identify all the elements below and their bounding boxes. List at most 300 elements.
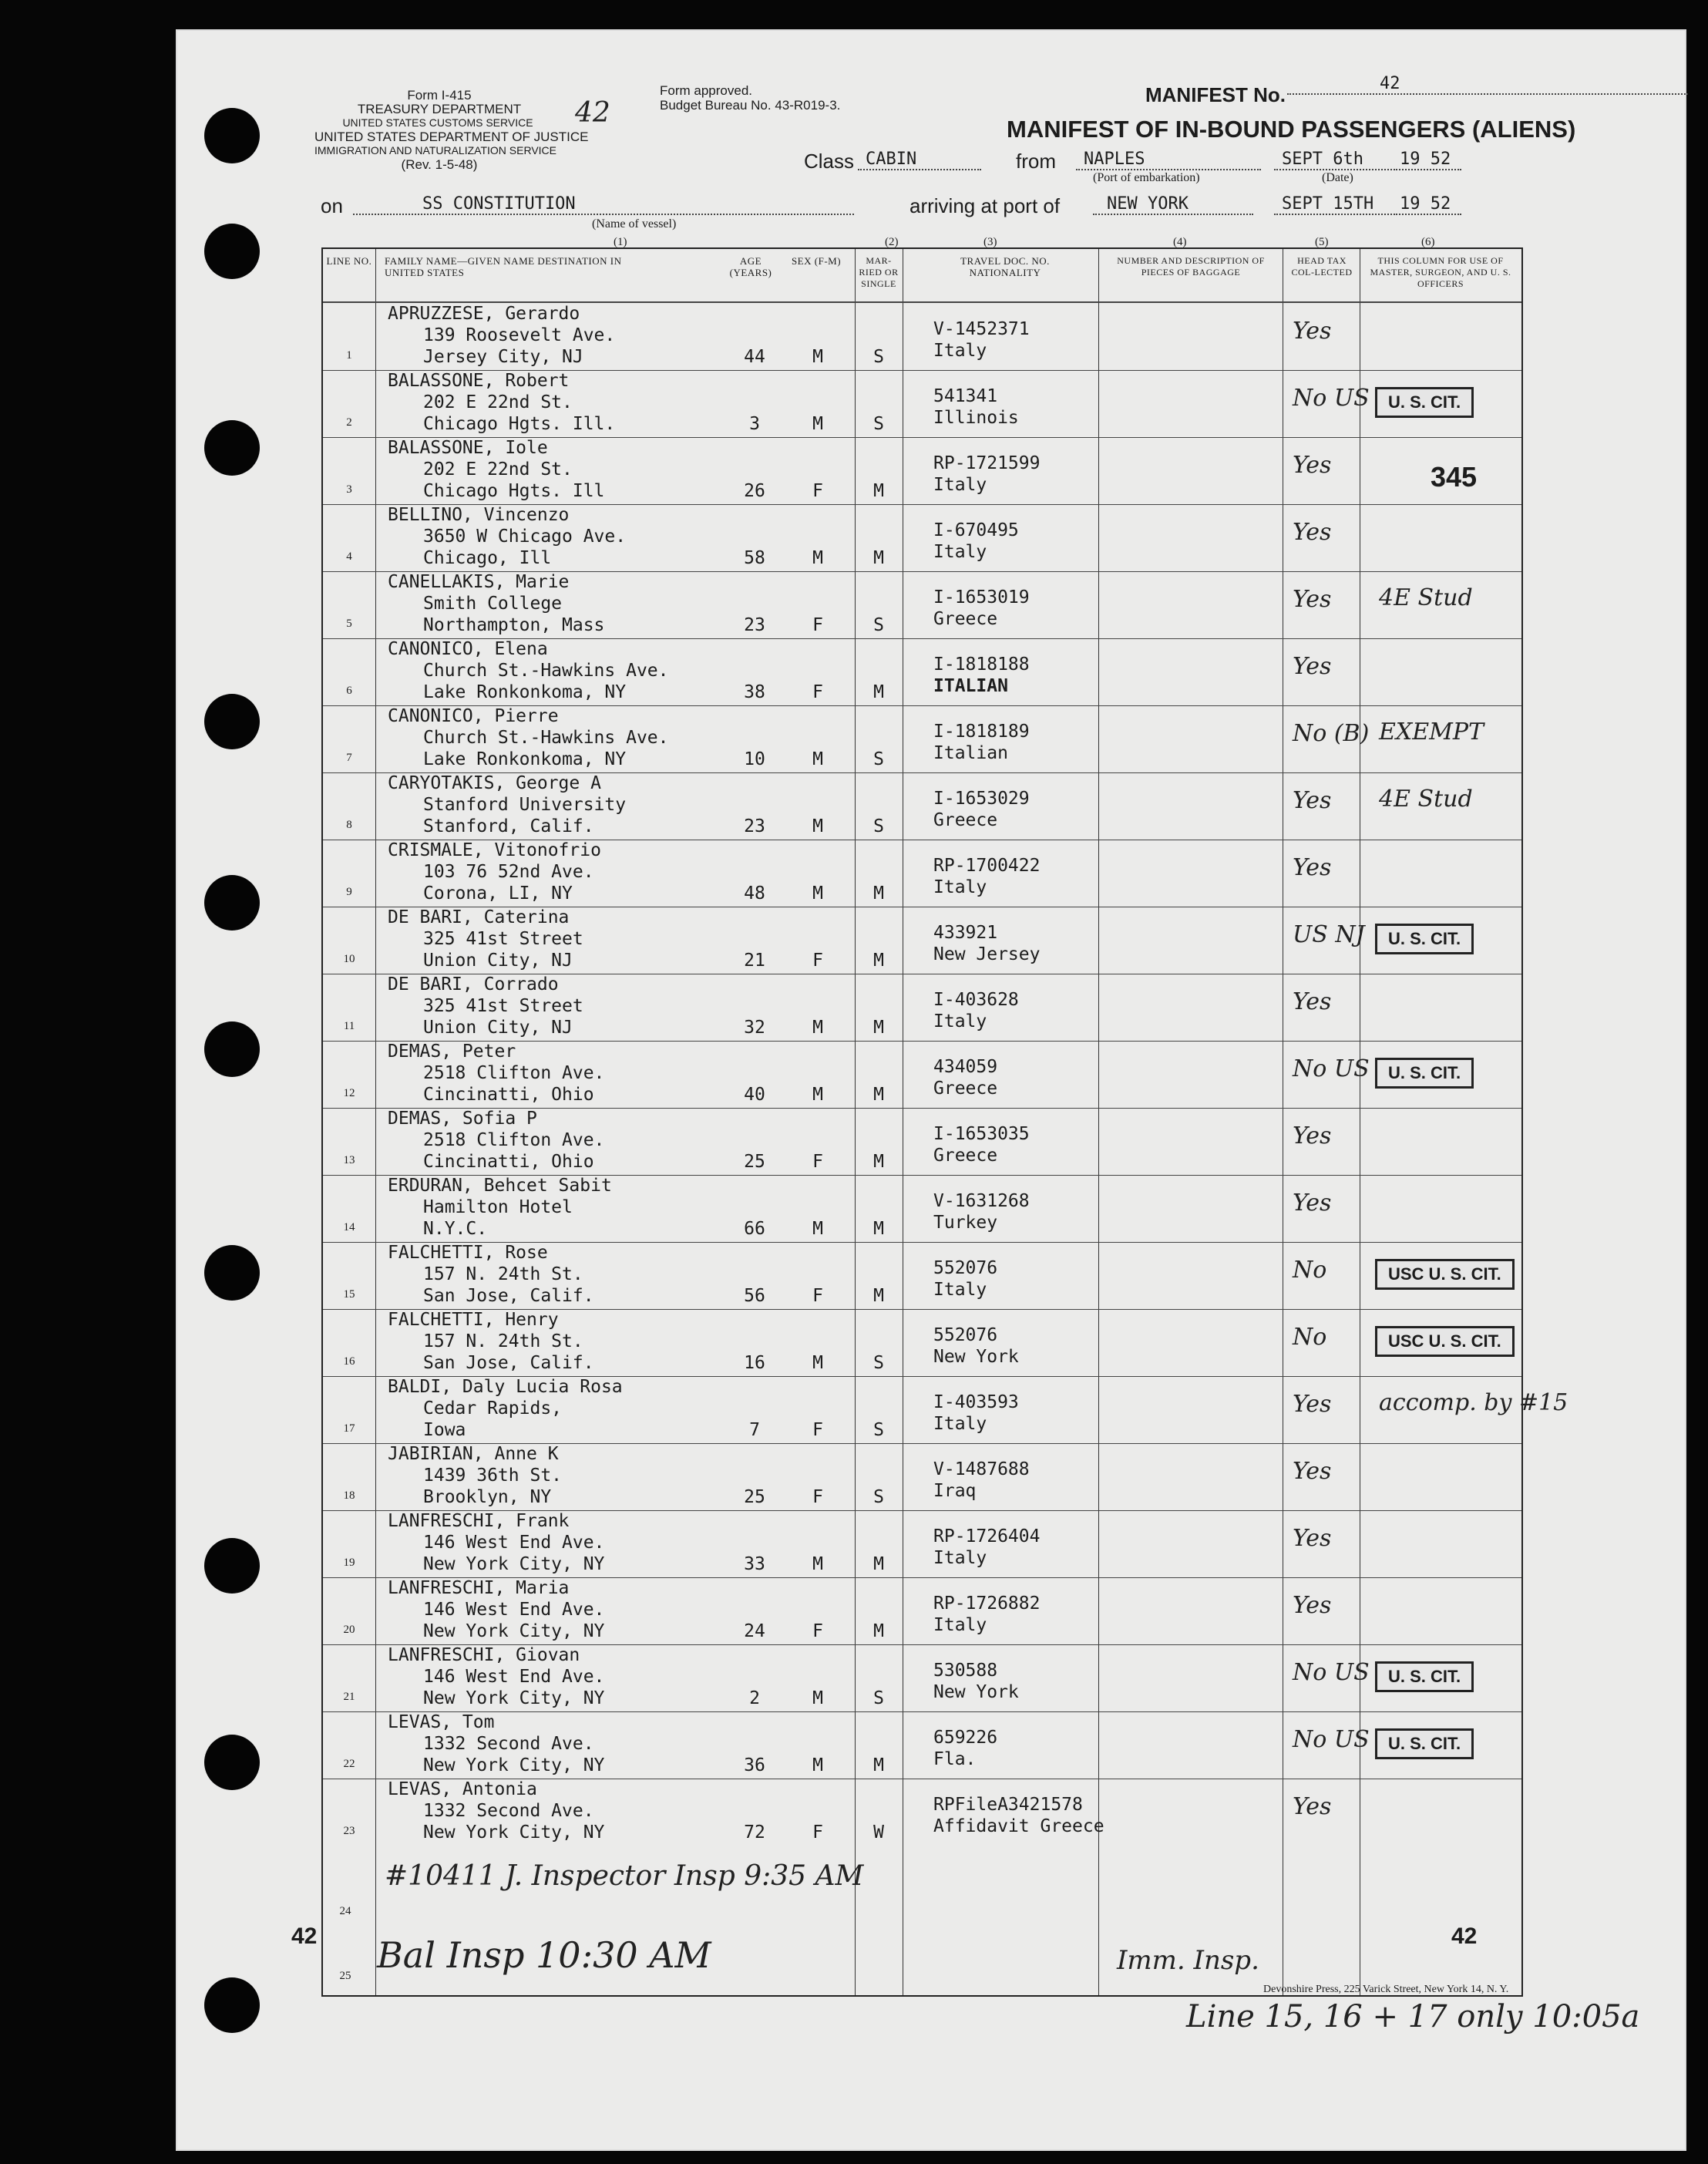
binder-hole (204, 1977, 260, 2033)
header-sex: SEX (F-M) (791, 255, 842, 267)
travel-doc-number: 552076 (933, 1258, 998, 1278)
table-row (323, 571, 1521, 638)
sex: M (812, 1554, 823, 1574)
address-line-1: 1439 36th St. (423, 1466, 563, 1486)
dept-customs: UNITED STATES CUSTOMS SERVICE (342, 116, 533, 129)
marital-status: W (873, 1822, 884, 1843)
head-tax-mark: Yes (1293, 452, 1332, 479)
binder-hole (204, 875, 260, 931)
address-line-1: Church St.-Hawkins Ave. (423, 661, 669, 681)
head-tax-mark: Yes (1293, 1793, 1332, 1820)
line-number: 22 (343, 1758, 355, 1770)
line-number: 6 (346, 685, 352, 697)
age: 33 (744, 1554, 765, 1574)
us-citizen-stamp: U. S. CIT. (1375, 1058, 1474, 1089)
age: 24 (744, 1621, 765, 1641)
address-line-2: San Jose, Calif. (423, 1353, 594, 1373)
page-number-left: 42 (291, 1923, 318, 1949)
passenger-table (321, 247, 1640, 2034)
table-row (323, 437, 1521, 504)
table-row (323, 1175, 1521, 1242)
nationality: Fla. (933, 1749, 977, 1769)
line-number: 17 (343, 1422, 355, 1435)
marital-status: M (873, 951, 884, 971)
head-tax-mark: No (1293, 1324, 1327, 1351)
passenger-name: DEMAS, Peter (388, 1042, 516, 1062)
address-line-1: Church St.-Hawkins Ave. (423, 728, 669, 748)
header-head-tax: HEAD TAX COL-LECTED (1291, 255, 1353, 278)
passenger-name: CANELLAKIS, Marie (388, 572, 570, 592)
line-number: 20 (343, 1624, 355, 1636)
binder-hole (204, 108, 260, 163)
sex: M (812, 414, 823, 434)
address-line-2: Cincinatti, Ohio (423, 1085, 594, 1105)
line-number: 21 (343, 1691, 355, 1703)
officer-note: accomp. by #15 (1379, 1389, 1568, 1416)
address-line-1: 202 E 22nd St. (423, 392, 573, 412)
line-number: 2 (346, 416, 352, 429)
line-number: 11 (343, 1020, 355, 1032)
age: 40 (744, 1085, 765, 1105)
travel-doc-number: V-1631268 (933, 1191, 1030, 1211)
marital-status: S (873, 615, 884, 635)
table-row (323, 303, 1521, 370)
address-line-1: Smith College (423, 594, 563, 614)
marital-status: S (873, 347, 884, 367)
arriving-label: arriving at port of (909, 194, 1061, 217)
travel-doc-number: I-1653029 (933, 789, 1030, 809)
travel-doc-number: 434059 (933, 1057, 998, 1077)
from-label: from (1016, 150, 1056, 173)
colnum-5: (5) (1315, 236, 1329, 248)
sex: M (812, 1018, 823, 1038)
colnum-2: (2) (885, 236, 899, 248)
age: 48 (744, 883, 765, 904)
table-row (323, 974, 1521, 1041)
handwriting-line24: #10411 J. Inspector Insp 9:35 AM (385, 1860, 864, 1892)
sex: F (812, 1621, 823, 1641)
address-line-2: Northampton, Mass (423, 615, 605, 635)
table-row (323, 840, 1521, 907)
nationality: Italy (933, 1548, 987, 1568)
address-line-1: 325 41st Street (423, 929, 583, 949)
us-citizen-stamp: USC U. S. CIT. (1375, 1259, 1515, 1290)
address-line-1: 157 N. 24th St. (423, 1264, 583, 1284)
address-line-2: Lake Ronkonkoma, NY (423, 749, 627, 769)
binder-hole (204, 1735, 260, 1790)
sex: F (812, 1487, 823, 1507)
us-citizen-stamp: U. S. CIT. (1375, 924, 1474, 954)
nationality: Italian (933, 743, 1008, 763)
nationality: New York (933, 1682, 1019, 1702)
line-number: 7 (346, 752, 352, 764)
sex: M (812, 1755, 823, 1775)
address-line-2: New York City, NY (423, 1554, 605, 1574)
marital-status: S (873, 1487, 884, 1507)
address-line-2: Union City, NJ (423, 1018, 573, 1038)
address-line-1: 146 West End Ave. (423, 1667, 605, 1687)
age: 26 (744, 481, 765, 501)
sex: M (812, 816, 823, 836)
header-age: AGE (YEARS) (729, 255, 772, 278)
nationality: Greece (933, 810, 998, 830)
travel-doc-number: I-670495 (933, 520, 1019, 540)
sex: M (812, 1085, 823, 1105)
binder-hole (204, 420, 260, 476)
passenger-name: LANFRESCHI, Frank (388, 1511, 570, 1531)
table-row (323, 1779, 1521, 1846)
line-number: 16 (343, 1355, 355, 1368)
address-line-2: Chicago Hgts. Ill (423, 481, 605, 501)
manifest-no-value: 42 (1287, 74, 1688, 95)
sex: F (812, 1286, 823, 1306)
vessel-note: (Name of vessel) (592, 217, 677, 231)
handwriting-footer-note: Line 15, 16 + 17 only 10:05a (1186, 1999, 1640, 2034)
head-tax-mark: No US (1293, 385, 1370, 412)
nationality: Italy (933, 542, 987, 562)
address-line-1: Hamilton Hotel (423, 1197, 573, 1217)
age: 21 (744, 951, 765, 971)
binder-hole (204, 1245, 260, 1301)
form-revision: (Rev. 1-5-48) (401, 157, 478, 172)
head-tax-mark: No US (1293, 1726, 1370, 1753)
travel-doc-number: I-1653035 (933, 1124, 1030, 1144)
head-tax-mark: Yes (1293, 1525, 1332, 1552)
nationality: Illinois (933, 408, 1019, 428)
table-row (323, 1041, 1521, 1108)
travel-doc-number: RPFileA3421578 (933, 1795, 1083, 1815)
table-row (323, 504, 1521, 571)
age: 32 (744, 1018, 765, 1038)
header-name: FAMILY NAME—GIVEN NAME DESTINATION IN UNITED STATES (385, 255, 622, 278)
passenger-name: JABIRIAN, Anne K (388, 1444, 559, 1464)
line-number: 5 (346, 618, 352, 630)
arrival-date: SEPT 15TH (1274, 194, 1397, 215)
travel-doc-number: I-1818188 (933, 655, 1030, 675)
address-line-1: 139 Roosevelt Ave. (423, 325, 616, 345)
address-line-1: Stanford University (423, 795, 627, 815)
marital-status: S (873, 1420, 884, 1440)
age: 23 (744, 816, 765, 836)
address-line-2: Iowa (423, 1420, 466, 1440)
head-tax-mark: Yes (1293, 1190, 1332, 1217)
nationality: Italy (933, 1414, 987, 1434)
address-line-2: Stanford, Calif. (423, 816, 594, 836)
age: 7 (749, 1420, 760, 1440)
address-line-2: New York City, NY (423, 1822, 605, 1843)
page-title: MANIFEST OF IN-BOUND PASSENGERS (ALIENS) (1007, 116, 1576, 143)
travel-doc-number: I-403593 (933, 1392, 1019, 1412)
passenger-name: CANONICO, Elena (388, 639, 548, 659)
nationality: Italy (933, 1280, 987, 1300)
marital-status: M (873, 1152, 884, 1172)
nationality: Italy (933, 475, 987, 495)
passenger-name: DEMAS, Sofia P (388, 1109, 537, 1129)
age: 38 (744, 682, 765, 702)
departure-date: SEPT 6th (1274, 150, 1397, 170)
line-number: 18 (343, 1489, 355, 1502)
address-line-2: Cincinatti, Ohio (423, 1152, 594, 1172)
line-number: 19 (343, 1557, 355, 1569)
line-number: 1 (346, 349, 352, 362)
header-baggage: NUMBER AND DESCRIPTION OF PIECES OF BAGGAGE (1117, 255, 1265, 278)
age: 25 (744, 1487, 765, 1507)
address-line-1: 103 76 52nd Ave. (423, 862, 594, 882)
marital-status: M (873, 883, 884, 904)
head-tax-mark: No US (1293, 1659, 1370, 1686)
travel-doc-number: 552076 (933, 1325, 998, 1345)
marital-status: S (873, 1688, 884, 1708)
marital-status: M (873, 1621, 884, 1641)
handwriting-line25: Bal Insp 10:30 AM (377, 1934, 711, 1976)
arrival-port: NEW YORK (1093, 194, 1253, 215)
marital-status: S (873, 414, 884, 434)
head-tax-mark: Yes (1293, 318, 1332, 345)
address-line-2: New York City, NY (423, 1688, 605, 1708)
marital-status: M (873, 481, 884, 501)
travel-doc-number: 541341 (933, 386, 998, 406)
header-scribble: 42 (575, 97, 610, 129)
sex: M (812, 347, 823, 367)
nationality: Iraq (933, 1481, 977, 1501)
line-number: 9 (346, 886, 352, 898)
colnum-3: (3) (983, 236, 997, 248)
address-line-1: 325 41st Street (423, 996, 583, 1016)
sex: M (812, 548, 823, 568)
address-line-2: New York City, NY (423, 1621, 605, 1641)
passenger-name: DE BARI, Caterina (388, 907, 570, 927)
passenger-name: LANFRESCHI, Giovan (388, 1645, 580, 1665)
address-line-2: Lake Ronkonkoma, NY (423, 682, 627, 702)
address-line-2: Union City, NJ (423, 951, 573, 971)
age: 2 (749, 1688, 760, 1708)
travel-doc-number: RP-1700422 (933, 856, 1041, 876)
table-row (323, 638, 1521, 705)
nationality: ITALIAN (933, 676, 1008, 696)
passenger-name: FALCHETTI, Henry (388, 1310, 559, 1330)
age: 36 (744, 1755, 765, 1775)
officer-note: EXEMPT (1379, 719, 1484, 745)
head-tax-mark: Yes (1293, 586, 1332, 613)
travel-doc-number: 659226 (933, 1728, 998, 1748)
officer-note: 4E Stud (1379, 584, 1473, 611)
sex: M (812, 1688, 823, 1708)
address-line-1: Cedar Rapids, (423, 1398, 563, 1419)
sex: F (812, 615, 823, 635)
age: 72 (744, 1822, 765, 1843)
travel-doc-number: I-1818189 (933, 722, 1030, 742)
marital-status: M (873, 682, 884, 702)
us-citizen-stamp: U. S. CIT. (1375, 387, 1474, 418)
head-tax-mark: Yes (1293, 1458, 1332, 1485)
address-line-1: 2518 Clifton Ave. (423, 1130, 605, 1150)
age: 56 (744, 1286, 765, 1306)
passenger-name: BELLINO, Vincenzo (388, 505, 570, 525)
sex: F (812, 481, 823, 501)
passenger-name: LANFRESCHI, Maria (388, 1578, 570, 1598)
nationality: Greece (933, 1146, 998, 1166)
line-number: 14 (343, 1221, 355, 1233)
passenger-name: ERDURAN, Behcet Sabit (388, 1176, 612, 1196)
travel-doc-number: V-1487688 (933, 1459, 1030, 1479)
printer-imprint: Devonshire Press, 225 Varick Street, New York 14, N. Y. (1263, 1984, 1509, 1995)
marital-status: M (873, 1286, 884, 1306)
arrival-year: 19 52 (1394, 194, 1461, 215)
marital-status: M (873, 1554, 884, 1574)
colnum-4: (4) (1173, 236, 1187, 248)
nationality: Greece (933, 609, 998, 629)
stamp-345: 345 (1431, 461, 1478, 493)
marital-status: M (873, 1219, 884, 1239)
travel-doc-number: RP-1726882 (933, 1594, 1041, 1614)
table-row (323, 370, 1521, 437)
table-row (323, 1242, 1521, 1309)
line-number: 10 (343, 953, 355, 965)
travel-doc-number: RP-1726404 (933, 1526, 1041, 1546)
head-tax-mark: Yes (1293, 988, 1332, 1015)
passenger-name: BALDI, Daly Lucia Rosa (388, 1377, 623, 1397)
nationality: Italy (933, 341, 987, 361)
line-number: 23 (343, 1825, 355, 1837)
binder-hole (204, 224, 260, 279)
address-line-1: 3650 W Chicago Ave. (423, 527, 627, 547)
class-value: CABIN (858, 150, 981, 170)
dept-treasury: TREASURY DEPARTMENT (357, 102, 522, 116)
address-line-1: 1332 Second Ave. (423, 1734, 594, 1754)
nationality: Italy (933, 1011, 987, 1032)
age: 66 (744, 1219, 765, 1239)
us-citizen-stamp: U. S. CIT. (1375, 1661, 1474, 1692)
sex: F (812, 1420, 823, 1440)
address-line-2: Corona, LI, NY (423, 883, 573, 904)
budget-bureau: Budget Bureau No. 43-R019-3. (660, 98, 841, 113)
marital-status: M (873, 548, 884, 568)
address-line-2: Chicago Hgts. Ill. (423, 414, 616, 434)
address-line-1: 146 West End Ave. (423, 1600, 605, 1620)
table-row (323, 1376, 1568, 1443)
marital-status: M (873, 1755, 884, 1775)
passenger-name: BALASSONE, Iole (388, 438, 548, 458)
travel-doc-number: I-1653019 (933, 587, 1030, 607)
date-note: (Date) (1322, 171, 1353, 184)
nationality: Turkey (933, 1213, 998, 1233)
passenger-name: CRISMALE, Vitonofrio (388, 840, 601, 860)
head-tax-mark: Yes (1293, 519, 1332, 546)
from-value: NAPLES (1076, 150, 1261, 170)
us-citizen-stamp: U. S. CIT. (1375, 1728, 1474, 1759)
nationality: Italy (933, 877, 987, 897)
form-number: Form I-415 (407, 88, 472, 103)
address-line-2: San Jose, Calif. (423, 1286, 594, 1306)
address-line-1: 146 West End Ave. (423, 1533, 605, 1553)
table-row (323, 705, 1521, 772)
address-line-1: 202 E 22nd St. (423, 459, 573, 480)
table-row (323, 1443, 1521, 1510)
officer-note: 4E Stud (1379, 786, 1473, 813)
line-number: 8 (346, 819, 352, 831)
marital-status: S (873, 816, 884, 836)
line-number-25: 25 (339, 1970, 351, 1982)
head-tax-mark: Yes (1293, 1592, 1332, 1619)
departure-year: 19 52 (1394, 150, 1461, 170)
address-line-2: N.Y.C. (423, 1219, 488, 1239)
line-number: 13 (343, 1154, 355, 1166)
line-number-24: 24 (339, 1905, 351, 1917)
sex: M (812, 883, 823, 904)
binder-hole (204, 1021, 260, 1077)
dept-justice: UNITED STATES DEPARTMENT OF JUSTICE (314, 130, 589, 144)
manifest-no-label: MANIFEST No. (1145, 83, 1286, 106)
address-line-2: Chicago, Ill (423, 548, 552, 568)
marital-status: S (873, 1353, 884, 1373)
age: 44 (744, 347, 765, 367)
age: 25 (744, 1152, 765, 1172)
nationality: Italy (933, 1615, 987, 1635)
head-tax-mark: No (1293, 1257, 1327, 1284)
age: 3 (749, 414, 760, 434)
header-travel-doc: TRAVEL DOC. NO. NATIONALITY (960, 255, 1050, 278)
dept-immigration: IMMIGRATION AND NATURALIZATION SERVICE (314, 144, 556, 156)
table-row (323, 1510, 1521, 1577)
line-number: 3 (346, 483, 352, 496)
us-citizen-stamp: USC U. S. CIT. (1375, 1326, 1515, 1357)
address-line-2: Jersey City, NJ (423, 347, 583, 367)
travel-doc-number: V-1452371 (933, 319, 1030, 339)
binder-hole (204, 694, 260, 749)
nationality: New York (933, 1347, 1019, 1367)
sex: M (812, 749, 823, 769)
page-number-right: 42 (1451, 1923, 1478, 1949)
nationality: Affidavit Greece (933, 1816, 1104, 1836)
line-number: 15 (343, 1288, 355, 1301)
age: 58 (744, 548, 765, 568)
marital-status: M (873, 1018, 884, 1038)
head-tax-mark: US NJ (1293, 921, 1365, 948)
header-married: MAR-RIED OR SINGLE (859, 255, 899, 289)
nationality: New Jersey (933, 944, 1041, 964)
sex: M (812, 1353, 823, 1373)
passenger-name: APRUZZESE, Gerardo (388, 304, 580, 324)
head-tax-mark: No US (1293, 1055, 1370, 1082)
passenger-name: BALASSONE, Robert (388, 371, 570, 391)
passenger-name: LEVAS, Tom (388, 1712, 495, 1732)
port-embarkation-note: (Port of embarkation) (1093, 171, 1200, 184)
table-row (323, 907, 1521, 974)
head-tax-mark: No (B) (1293, 720, 1370, 747)
travel-doc-number: RP-1721599 (933, 453, 1041, 473)
line-number: 4 (346, 550, 352, 563)
age: 16 (744, 1353, 765, 1373)
age: 23 (744, 615, 765, 635)
colnum-6: (6) (1421, 236, 1435, 248)
passenger-name: DE BARI, Corrado (388, 974, 559, 994)
nationality: Greece (933, 1079, 998, 1099)
head-tax-mark: Yes (1293, 854, 1332, 881)
on-label: on (321, 194, 343, 217)
head-tax-mark: Yes (1293, 1391, 1332, 1418)
head-tax-mark: Yes (1293, 653, 1332, 680)
table-row (323, 1577, 1521, 1644)
travel-doc-number: 530588 (933, 1661, 998, 1681)
table-row (323, 1108, 1521, 1175)
age: 10 (744, 749, 765, 769)
line-number: 12 (343, 1087, 355, 1099)
address-line-1: 157 N. 24th St. (423, 1331, 583, 1351)
sex: F (812, 1152, 823, 1172)
sex: M (812, 1219, 823, 1239)
table-row (323, 772, 1521, 840)
address-line-1: 2518 Clifton Ave. (423, 1063, 605, 1083)
